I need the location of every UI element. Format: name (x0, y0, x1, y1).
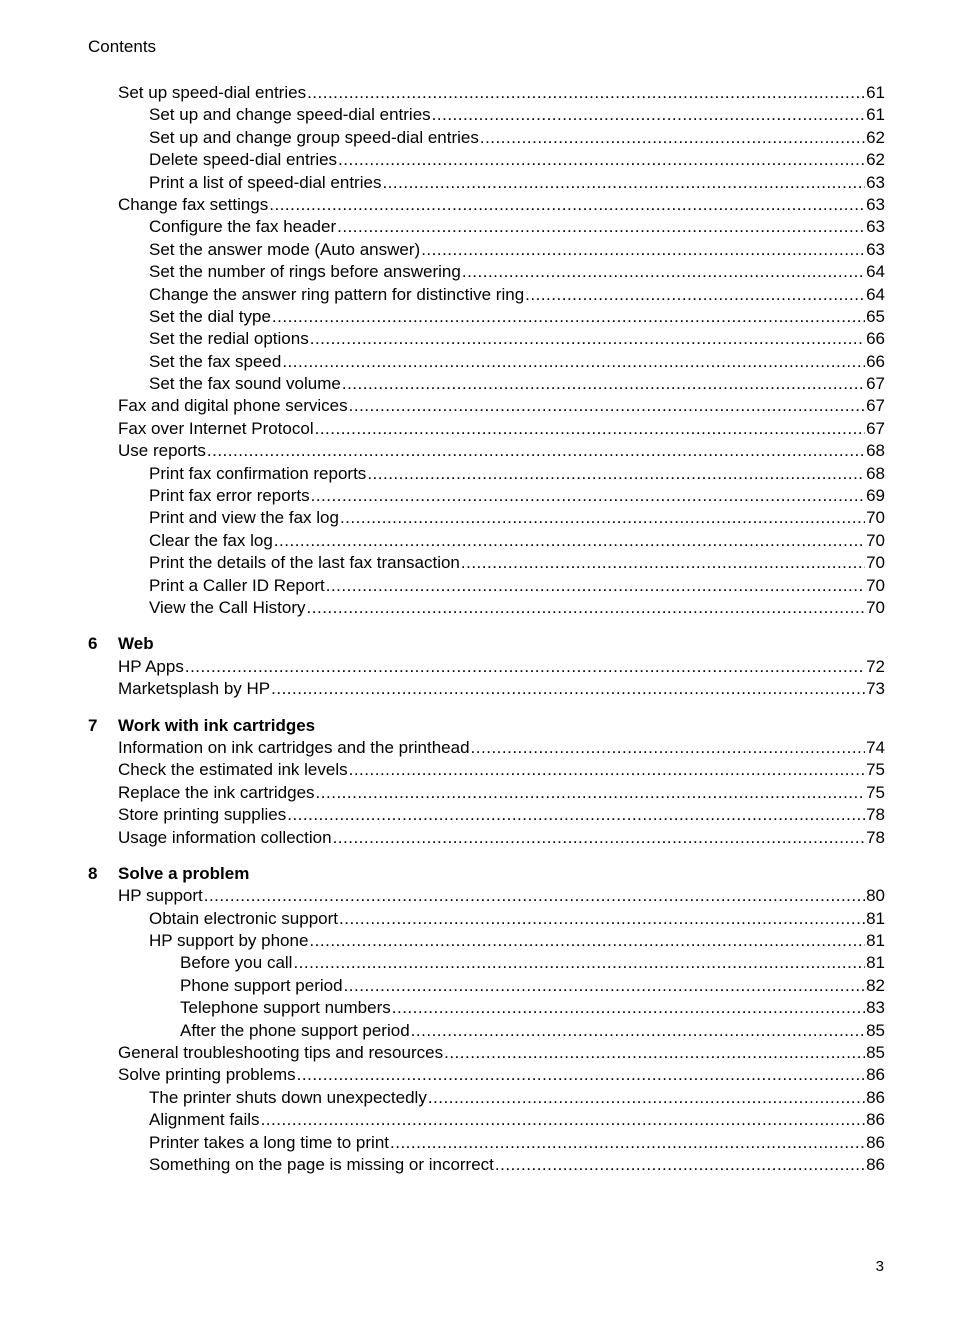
toc-entry[interactable] (88, 104, 885, 126)
toc-entry[interactable] (88, 261, 885, 283)
dot-leader (495, 1154, 865, 1176)
toc-entry-page: 69 (866, 486, 885, 506)
toc-entry-title: Fax over Internet Protocol (118, 418, 314, 438)
toc-entry-title: Print fax confirmation reports (149, 463, 367, 483)
running-header: Contents (88, 37, 157, 56)
dot-leader (428, 1087, 865, 1109)
toc-entry-page: 64 (866, 262, 885, 282)
toc-entry-title: After the phone support period (180, 1020, 410, 1040)
toc-entry-page: 81 (866, 953, 885, 973)
toc-entry[interactable] (88, 216, 885, 238)
dot-leader (204, 885, 865, 907)
toc-entry-title: Usage information collection (118, 827, 332, 847)
toc-entry-page: 67 (866, 396, 885, 416)
chapter-number: 7 (88, 715, 98, 735)
toc-entry-page: 67 (866, 374, 885, 394)
toc-entry[interactable] (88, 575, 885, 597)
toc-entry[interactable] (88, 306, 885, 328)
toc-entry-page: 78 (866, 805, 885, 825)
chapter-title: Work with ink cartridges (118, 715, 316, 735)
dot-leader (297, 1064, 865, 1086)
toc-entry-title: Alignment fails (149, 1110, 260, 1130)
toc-entry[interactable] (88, 530, 885, 552)
dot-leader (338, 149, 865, 171)
toc-entry[interactable] (88, 737, 885, 759)
toc-entry[interactable] (88, 782, 885, 804)
toc-entry[interactable] (88, 759, 885, 781)
dot-leader (333, 827, 866, 849)
toc-entry-page: 66 (866, 329, 885, 349)
toc-entry-page: 66 (866, 351, 885, 371)
toc-entry[interactable] (88, 440, 885, 462)
toc-entry-title: The printer shuts down unexpectedly (149, 1087, 427, 1107)
toc-entry-title: Clear the fax log (149, 530, 273, 550)
toc-entry-title: Print fax error reports (149, 486, 310, 506)
page-number: 3 (875, 1258, 884, 1275)
dot-leader (471, 737, 866, 759)
toc-entry-title: Print a list of speed-dial entries (149, 172, 382, 192)
toc-entry-title: Something on the page is missing or incorrect (149, 1154, 494, 1174)
dot-leader (315, 418, 865, 440)
toc-entry-page: 81 (866, 931, 885, 951)
dot-leader (480, 127, 865, 149)
toc-entry[interactable] (88, 952, 885, 974)
dot-leader (269, 194, 865, 216)
toc-entry[interactable] (88, 507, 885, 529)
chapter-title: Web (118, 634, 154, 654)
dot-leader (337, 216, 865, 238)
toc-entry-title: Set the fax sound volume (149, 374, 341, 394)
toc-entry[interactable] (88, 827, 885, 849)
dot-leader (271, 678, 865, 700)
toc-entry-title: Printer takes a long time to print (149, 1132, 390, 1152)
chapter-title: Solve a problem (118, 863, 250, 883)
toc-entry[interactable] (88, 284, 885, 306)
toc-entry-page: 61 (866, 105, 885, 125)
toc-entry-page: 80 (866, 886, 885, 906)
toc-entry-page: 78 (866, 827, 885, 847)
toc-entry-page: 64 (866, 284, 885, 304)
toc-entry-title: Set the redial options (149, 329, 309, 349)
toc-entry[interactable] (88, 194, 885, 216)
toc-entry-title: General troubleshooting tips and resources (118, 1043, 444, 1063)
dot-leader (349, 395, 865, 417)
toc-entry-title: Set the number of rings before answering (149, 262, 461, 282)
dot-leader (293, 952, 865, 974)
toc-entry-title: Print the details of the last fax transaction (149, 553, 460, 573)
toc-entry-title: HP Apps (118, 656, 184, 676)
toc-entry-page: 70 (866, 553, 885, 573)
toc-entry-page: 82 (866, 975, 885, 995)
toc-entry-page: 83 (866, 998, 885, 1018)
dot-leader (525, 284, 865, 306)
toc-entry-page: 62 (866, 150, 885, 170)
toc-entry-title: Set up speed-dial entries (118, 83, 307, 102)
toc-entry[interactable] (88, 804, 885, 826)
chapter-heading[interactable] (88, 715, 885, 737)
dot-leader (432, 104, 865, 126)
toc-entry-title: Change the answer ring pattern for distinctive ring (149, 284, 525, 304)
toc-entry-title: Store printing supplies (118, 805, 287, 825)
toc-entry-title: Print and view the fax log (149, 508, 339, 528)
dot-leader (444, 1042, 865, 1064)
toc-entry[interactable] (88, 463, 885, 485)
toc-entry-page: 72 (866, 656, 885, 676)
toc-entry[interactable] (88, 82, 885, 104)
dot-leader (282, 351, 865, 373)
toc-entry-title: Set the answer mode (Auto answer) (149, 239, 421, 259)
dot-leader (390, 1132, 865, 1154)
toc-entry-page: 63 (866, 172, 885, 192)
toc-entry-page: 86 (866, 1110, 885, 1130)
dot-leader (274, 530, 865, 552)
toc-entry[interactable] (88, 351, 885, 373)
toc-entry-page: 65 (866, 306, 885, 326)
dot-leader (261, 1109, 866, 1131)
toc-entry[interactable] (88, 1042, 885, 1064)
toc-entry[interactable] (88, 597, 885, 619)
toc-entry[interactable] (88, 485, 885, 507)
toc-entry-page: 70 (866, 508, 885, 528)
toc-entry[interactable] (88, 975, 885, 997)
toc-entry[interactable] (88, 656, 885, 678)
toc-entry[interactable] (88, 552, 885, 574)
chapter-number: 6 (88, 634, 98, 654)
toc-entry-page: 68 (866, 463, 885, 483)
toc-entry-page: 62 (866, 127, 885, 147)
dot-leader (462, 261, 865, 283)
toc-entry[interactable] (88, 885, 885, 907)
toc-entry-page: 63 (866, 194, 885, 214)
dot-leader (344, 975, 866, 997)
dot-leader (309, 930, 865, 952)
toc-entry-title: Print a Caller ID Report (149, 575, 325, 595)
toc-entry-title: Solve printing problems (118, 1065, 296, 1085)
dot-leader (316, 782, 866, 804)
toc-entry[interactable] (88, 1087, 885, 1109)
toc-entry-title: Check the estimated ink levels (118, 760, 348, 780)
dot-leader (367, 463, 865, 485)
toc-entry-title: Marketsplash by HP (118, 679, 271, 699)
toc-entry-page: 70 (866, 530, 885, 550)
toc-entry[interactable] (88, 172, 885, 194)
dot-leader (421, 239, 865, 261)
toc-entry-page: 75 (866, 760, 885, 780)
toc-entry-page: 81 (866, 908, 885, 928)
dot-leader (340, 507, 865, 529)
dot-leader (307, 597, 866, 619)
dot-leader (310, 328, 865, 350)
toc-entry-page: 75 (866, 782, 885, 802)
dot-leader (461, 552, 865, 574)
toc-entry-title: Fax and digital phone services (118, 396, 348, 416)
toc-entry-page: 74 (866, 737, 885, 757)
toc-entry[interactable] (88, 418, 885, 440)
toc-entry-page: 70 (866, 597, 885, 617)
toc-entry[interactable] (88, 908, 885, 930)
toc-entry-page: 86 (866, 1087, 885, 1107)
dot-leader (272, 306, 865, 328)
toc-entry-title: View the Call History (149, 597, 306, 617)
toc-entry-title: Change fax settings (118, 194, 269, 214)
dot-leader (349, 759, 865, 781)
toc-entry[interactable] (88, 1064, 885, 1086)
toc-entry-title: Before you call (180, 953, 293, 973)
toc-entry-title: HP support by phone (149, 931, 309, 951)
chapter-number: 8 (88, 863, 98, 883)
dot-leader (287, 804, 865, 826)
toc-entry[interactable] (88, 149, 885, 171)
toc-entry-title: Phone support period (180, 975, 343, 995)
dot-leader (411, 1020, 865, 1042)
dot-leader (382, 172, 865, 194)
toc-entry-title: Information on ink cartridges and the printhead (118, 737, 470, 757)
toc-entry[interactable] (88, 1154, 885, 1176)
toc-entry-page: 73 (866, 679, 885, 699)
toc-entry-page: 68 (866, 441, 885, 461)
toc-entry[interactable] (88, 678, 885, 700)
toc-entry-title: Obtain electronic support (149, 908, 338, 928)
toc-entry-page: 86 (866, 1132, 885, 1152)
dot-leader (207, 440, 865, 462)
toc-entry-page: 85 (866, 1020, 885, 1040)
toc-entry[interactable] (88, 997, 885, 1019)
dot-leader (342, 373, 865, 395)
toc-entry-title: Configure the fax header (149, 217, 337, 237)
chapter-heading[interactable] (88, 633, 885, 655)
toc-entry-title: HP support (118, 886, 203, 906)
dot-leader (185, 656, 865, 678)
toc-entry[interactable] (88, 1020, 885, 1042)
toc-entry[interactable] (88, 127, 885, 149)
toc-entry-page: 61 (866, 83, 885, 102)
toc-entry-page: 67 (866, 418, 885, 438)
toc-entry-page: 63 (866, 239, 885, 259)
chapter-heading[interactable] (88, 863, 885, 885)
toc-entry-page: 70 (866, 575, 885, 595)
toc-entry[interactable] (88, 395, 885, 417)
toc-entry[interactable] (88, 373, 885, 395)
toc-entry-title: Telephone support numbers (180, 998, 391, 1018)
toc-entry-title: Set up and change speed-dial entries (149, 105, 431, 125)
dot-leader (392, 997, 865, 1019)
table-of-contents (88, 82, 885, 1176)
dot-leader (311, 485, 865, 507)
toc-entry-title: Use reports (118, 441, 206, 461)
toc-entry-title: Replace the ink cartridges (118, 782, 315, 802)
toc-entry-title: Delete speed-dial entries (149, 150, 338, 170)
toc-entry[interactable] (88, 1109, 885, 1131)
dot-leader (307, 82, 865, 104)
toc-entry[interactable] (88, 328, 885, 350)
toc-entry-page: 86 (866, 1154, 885, 1174)
dot-leader (326, 575, 865, 597)
toc-entry-page: 86 (866, 1065, 885, 1085)
dot-leader (339, 908, 865, 930)
toc-entry[interactable] (88, 930, 885, 952)
toc-entry-page: 63 (866, 217, 885, 237)
toc-entry[interactable] (88, 1132, 885, 1154)
toc-entry-title: Set the fax speed (149, 351, 282, 371)
toc-entry[interactable] (88, 239, 885, 261)
toc-entry-title: Set up and change group speed-dial entries (149, 127, 479, 147)
toc-entry-page: 85 (866, 1043, 885, 1063)
toc-entry-title: Set the dial type (149, 306, 271, 326)
